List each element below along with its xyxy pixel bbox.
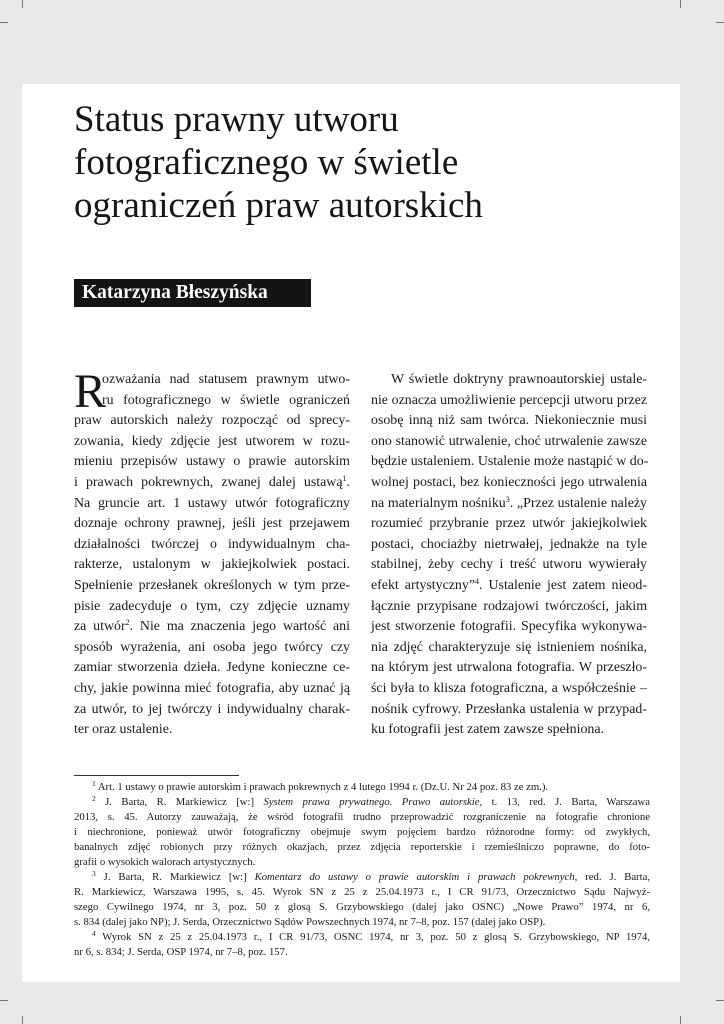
body-line: chy, jakie powinna mieć fotografia, aby uznać ją [74, 680, 350, 696]
footnote-ref[interactable]: 1 [342, 473, 347, 483]
crop-mark [0, 22, 8, 23]
footnote-text: Art. 1 ustawy o prawie autorskim i prawach pokrewnych z 4 lutego 1994 r. (Dz.U. Nr 24 poz. 83 ze zm.). [95, 781, 549, 793]
body-line: ter oraz ustalenie. [74, 722, 173, 738]
body-line [371, 576, 647, 597]
body-line: nia zdjęć charakteryzuje się istnieniem nośnika, [371, 639, 647, 655]
body-line: zamiar stworzenia dzieła. Jedyne konieczne ce- [74, 660, 350, 676]
footnote-number: 3 [92, 869, 96, 878]
body-line: nie oznacza umożliwienie percepcji utworu przez [371, 392, 647, 408]
body-text: i prawach pokrewnych, zwanej dalej ustawą [74, 474, 343, 490]
body-line: wolnej postaci, bez konieczności jego utrwalenia [371, 474, 647, 490]
body-line: doznaje ochrony prawnej, jeśli jest przejawem [74, 516, 350, 532]
page-margin-bottom [0, 982, 724, 1024]
body-line: stabilnej, żeby cechy i treść utworu wywierały [371, 557, 647, 573]
body-line: Spełnienie przesłanek określonych w tym prze- [74, 577, 350, 593]
body-line: jest stworzenie fotografii. Specyfika wykonywa- [371, 619, 647, 635]
page-margin-top [0, 0, 724, 84]
body-line: ono stanowić utrwalenie, choć utrwalenie zawsze [371, 433, 647, 449]
crop-mark [716, 22, 724, 23]
footnote-text: , t. 13, red. J. Barta, Warszawa [479, 796, 650, 808]
footnote-text: J. Barta, R. Markiewicz [w:] [95, 871, 255, 883]
footnote-2 [74, 795, 650, 810]
page-margin-left [0, 0, 22, 1024]
body-column-left [74, 365, 350, 741]
page-margin-right [680, 0, 724, 1024]
body-text: . Ustalenie jest zatem nieod- [479, 577, 647, 593]
body-line [371, 494, 647, 515]
body-line: rakterze, ustalonym w jakiejkolwiek postaci. [74, 557, 350, 573]
footnote-number: 4 [92, 929, 96, 938]
body-text: efekt artystyczny” [371, 577, 475, 593]
author-name: Katarzyna Błeszyńska [82, 282, 268, 303]
drop-cap: R [74, 365, 107, 418]
body-line: sposób wyrażenia, ani osoba jego twórcy czy [74, 639, 350, 655]
crop-mark [22, 0, 23, 8]
body-column-right [371, 370, 647, 741]
footnote-text: J. Barta, R. Markiewicz [w:] [95, 796, 264, 808]
footnote-line: szego Cywilnego 1974, nr 3, poz. 50 z glosą S. Grzybowskiego (dalej jako OSNC) „Nowe Prawo” 1974, nr 6, [74, 901, 650, 913]
body-line: zowania, kiedy zdjęcie jest utworem w rozu- [74, 433, 350, 449]
body-line: nośnik cyfrowy. Przesłanka ustalenia w przypad- [371, 701, 647, 717]
footnote-number: 2 [92, 794, 96, 803]
footnote-ref[interactable]: 2 [125, 618, 130, 628]
crop-mark [22, 1016, 23, 1024]
crop-mark [680, 1016, 681, 1024]
body-line: mieniu przepisów ustawy o prawie autorskim [74, 454, 350, 470]
crop-mark [716, 1000, 724, 1001]
crop-mark [0, 1000, 8, 1001]
footnote-1 [74, 780, 650, 795]
body-text: . „Przez ustalenie należy [509, 495, 647, 511]
body-line: postaci, chociażby nietrwałej, jednakże na tyle [371, 536, 647, 552]
body-line: za utwór, to jej twórczy i indywidualny charak- [74, 701, 350, 717]
crop-mark [680, 0, 681, 8]
article-title [74, 98, 634, 227]
title-line: fotograficznego w świetle [74, 142, 459, 183]
footnote-line: s. 834 (dalej jako NP); J. Serda, Orzecznictwo Sądów Powszechnych 1974, nr 7–8, poz. 157 (dalej jako OSP). [74, 916, 546, 928]
footnotes [74, 780, 650, 960]
footnote-number: 1 [92, 779, 96, 788]
body-line: praw autorskich należy rozpocząć od sprecy- [74, 413, 350, 429]
body-line: ści była to klisza fotograficzna, a współcześnie – [371, 680, 647, 696]
body-line: działalności twórczej o indywidualnym cha- [74, 536, 350, 552]
footnote-line: i niechronione, ponieważ utwór fotograficzny obejmuje swym pojęciem bardzo różnorodne formy: od zwykłych, [74, 826, 650, 838]
footnote-line: 2013, s. 45. Autorzy zauważają, że wśród fotografii trudno przeprowadzić rozgraniczenie na fotografie chronione [74, 811, 650, 823]
author-banner [74, 279, 311, 307]
title-line: ograniczeń praw autorskich [74, 185, 483, 226]
body-text: . [346, 474, 350, 490]
body-line: ru fotograficznego w świetle ograniczeń [102, 392, 350, 408]
footnote-text: , red. J. Barta, [574, 871, 651, 883]
footnote-4 [74, 930, 650, 945]
body-line: łącznie przypisane rodzajowi twórczości, jakim [371, 598, 647, 614]
footnote-citation-title: System prawa prywatnego. Prawo autorskie [263, 796, 480, 808]
footnote-text: Wyrok SN z 25 z 25.04.1973 r., I CR 91/73, OSNC 1974, nr 3, poz. 50 z glosą S. Grzybowskiego, NP 1974, [95, 931, 650, 943]
footnote-ref[interactable]: 4 [475, 576, 479, 586]
footnote-line: grafii o wysokich walorach artystycznych. [74, 856, 256, 868]
body-line: osobę inną niż sam twórca. Niekoniecznie musi [371, 413, 647, 429]
body-line: Na gruncie art. 1 ustawy utwór fotograficzny [74, 495, 350, 511]
footnote-line: nr 6, s. 834; J. Serda, OSP 1974, nr 7–8, poz. 157. [74, 946, 288, 958]
body-text: za utwór [74, 619, 126, 635]
body-text: na materialnym nośniku [371, 495, 506, 511]
body-line: ozważania nad statusem prawnym utwo- [102, 372, 350, 387]
body-line: W świetle doktryny prawnoautorskiej ustale- [391, 372, 647, 387]
body-text: . Nie ma znaczenia jego wartość ani [129, 619, 350, 635]
body-line [74, 617, 350, 638]
body-line [74, 473, 350, 494]
body-line: będzie ustaleniem. Ustalenie może nastąpić w do- [371, 454, 649, 470]
footnote-citation-title: Komentarz do ustawy o prawie autorskim i prawach pokrewnych [254, 871, 575, 883]
footnote-separator [74, 775, 239, 776]
body-line: rozumieć przybranie przez utwór jakiejkolwiek [371, 516, 647, 532]
body-line: ku fotografii jest zatem zawsze spełniona. [371, 722, 604, 738]
footnote-line: banalnych zdjęć robionych przy różnych okazjach, przez zdjęcia reporterskie i rzemieślniczo poprawne, do foto- [74, 841, 650, 853]
footnote-3 [74, 870, 650, 885]
footnote-ref[interactable]: 3 [505, 494, 510, 504]
footnote-line: R. Markiewicz, Warszawa 1995, s. 45. Wyrok SN z 25 z 25.04.1973 r., I CR 91/73, Orzecznictwo Sądu Najwyż- [74, 886, 650, 898]
title-line: Status prawny utworu [74, 99, 399, 140]
body-line: na którym jest utrwalona fotografia. W przeszło- [371, 660, 647, 676]
body-line: pisie zadecyduje o tym, czy zdjęcie uznamy [74, 598, 350, 614]
